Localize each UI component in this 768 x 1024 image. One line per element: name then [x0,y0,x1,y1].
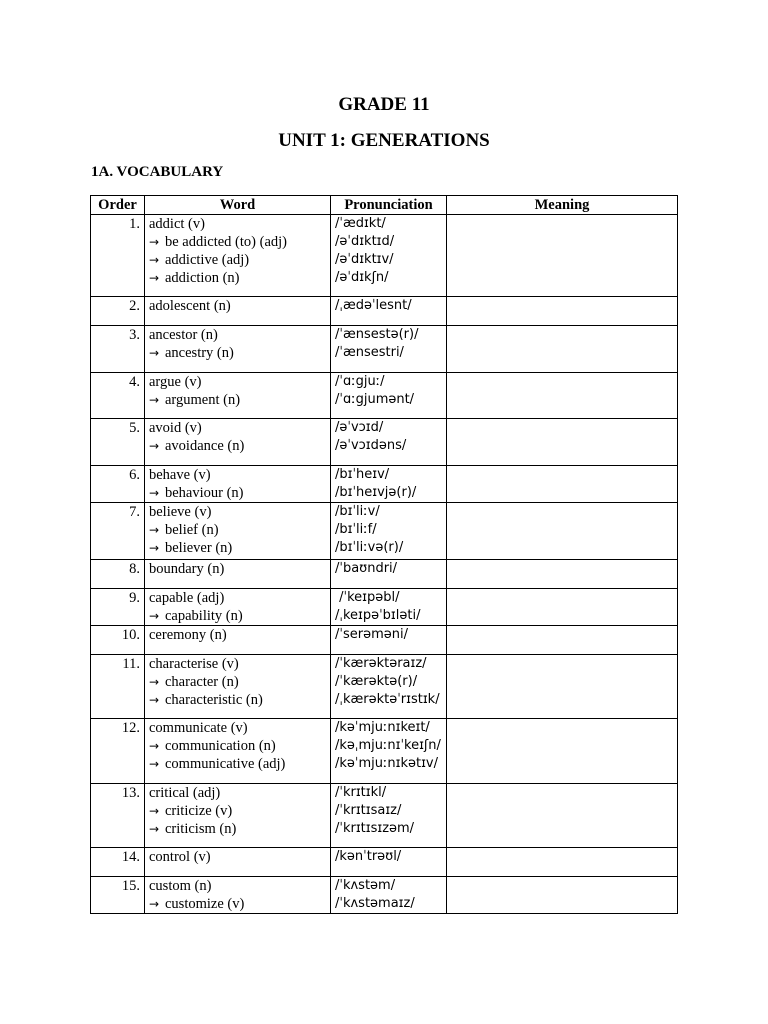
derived-word [149,251,326,269]
pronunciation-text: /bɪˈheɪvjə(r)/ [335,485,417,500]
arrow-right-icon: → [149,897,160,911]
order-cell: 2. [91,297,145,326]
derived-word [149,691,326,709]
word-text: adolescent (n) [149,298,231,314]
word-cell [145,626,331,655]
word-text: addict (v) [149,216,205,232]
column-header-pronunciation: Pronunciation [331,196,447,215]
order-cell: 7. [91,503,145,560]
pronunciation-text: /ˈkʌstəm/ [335,878,396,893]
derived-word [149,737,326,755]
word-text: communicative (adj) [165,756,286,772]
pronunciation-cell [331,784,447,848]
word-text: behaviour (n) [165,485,244,501]
pronunciation-text: /ˈkærəktə(r)/ [335,674,418,689]
pronunciation-text: /ˈkrɪtɪkl/ [335,785,387,800]
arrow-right-icon: → [149,439,160,453]
pronunciation-text: /ˈkrɪtɪsɪzəm/ [335,821,415,836]
pronunciation-cell [331,848,447,877]
pronunciation-text: /ˈænsestri/ [335,345,404,360]
word-text: avoid (v) [149,420,202,436]
pronunciation-cell [331,503,447,560]
pronunciation-text: /ˈænsestə(r)/ [335,327,419,342]
order-cell: 14. [91,848,145,877]
derived-word [149,802,326,820]
word-text: belief (n) [165,522,219,538]
table-row [91,297,678,326]
headword [149,466,326,484]
pronunciation-cell [331,215,447,297]
headword [149,326,326,344]
word-cell [145,560,331,589]
order-cell: 3. [91,326,145,373]
word-text: be addicted (to) (adj) [165,234,287,250]
meaning-cell[interactable] [447,655,678,719]
pronunciation-cell [331,373,447,419]
headword [149,373,326,391]
word-text: criticism (n) [165,821,237,837]
pronunciation-text: /ˈkeɪpəbl/ [335,590,400,605]
derived-word [149,269,326,287]
derived-word [149,673,326,691]
derived-word [149,437,326,455]
derived-word [149,233,326,251]
word-text: critical (adj) [149,785,221,801]
word-text: believe (v) [149,504,212,520]
arrow-right-icon: → [149,271,160,285]
word-cell [145,589,331,626]
table-row [91,373,678,419]
arrow-right-icon: → [149,739,160,753]
headword [149,784,326,802]
order-cell: 12. [91,719,145,784]
pronunciation-text: /bɪˈliːf/ [335,522,377,537]
word-cell [145,877,331,914]
document-title: GRADE 11 [338,94,430,115]
word-text: customize (v) [165,896,245,912]
word-text: character (n) [165,674,239,690]
word-cell [145,719,331,784]
headword [149,719,326,737]
pronunciation-text: /ˈkrɪtɪsaɪz/ [335,803,402,818]
headword [149,626,326,644]
table-row [91,655,678,719]
column-header-word: Word [145,196,331,215]
word-text: avoidance (n) [165,438,245,454]
word-text: argue (v) [149,374,202,390]
word-text: believer (n) [165,540,233,556]
derived-word [149,755,326,773]
word-text: capability (n) [165,608,243,624]
pronunciation-text: /bɪˈheɪv/ [335,467,390,482]
order-cell: 8. [91,560,145,589]
word-cell [145,419,331,466]
pronunciation-text: /ˈɑːgjumənt/ [335,392,415,407]
word-text: criticize (v) [165,803,233,819]
word-text: custom (n) [149,878,212,894]
headword [149,215,326,233]
pronunciation-text: /bɪˈliːv/ [335,504,380,519]
arrow-right-icon: → [149,253,160,267]
word-text: ancestry (n) [165,345,234,361]
pronunciation-text: /kəˌmjuːnɪˈkeɪʃn/ [335,738,441,753]
meaning-cell[interactable] [447,326,678,373]
headword [149,655,326,673]
table-row [91,719,678,784]
pronunciation-text: /ˈædɪkt/ [335,216,386,231]
pronunciation-text: /ˌædəˈlesnt/ [335,298,412,313]
unit-title: UNIT 1: GENERATIONS [278,130,490,151]
arrow-right-icon: → [149,393,160,407]
pronunciation-text: /əˈvɔɪd/ [335,420,384,435]
order-cell: 13. [91,784,145,848]
pronunciation-cell [331,655,447,719]
table-row [91,326,678,373]
arrow-right-icon: → [149,523,160,537]
pronunciation-text: /ˈserəməni/ [335,627,408,642]
derived-word [149,895,326,913]
headword [149,848,326,866]
column-header-order: Order [91,196,145,215]
word-cell [145,297,331,326]
arrow-right-icon: → [149,804,160,818]
table-body [91,215,678,914]
meaning-cell[interactable] [447,373,678,419]
word-text: control (v) [149,849,211,865]
meaning-cell[interactable] [447,419,678,466]
table-row [91,419,678,466]
word-text: addiction (n) [165,270,240,286]
word-text: communication (n) [165,738,276,754]
table-row [91,626,678,655]
pronunciation-cell [331,466,447,503]
pronunciation-text: /əˈdɪkʃn/ [335,270,389,285]
pronunciation-text: /bɪˈliːvə(r)/ [335,540,404,555]
pronunciation-cell [331,326,447,373]
derived-word [149,820,326,838]
pronunciation-cell [331,626,447,655]
word-text: characteristic (n) [165,692,263,708]
table-row [91,503,678,560]
pronunciation-cell [331,419,447,466]
word-cell [145,655,331,719]
table-row [91,560,678,589]
order-cell: 11. [91,655,145,719]
meaning-cell[interactable] [447,848,678,877]
derived-word [149,539,326,557]
order-cell: 4. [91,373,145,419]
word-cell [145,503,331,560]
word-cell [145,215,331,297]
pronunciation-text: /ˈɑːgjuː/ [335,374,385,389]
pronunciation-cell [331,589,447,626]
word-cell [145,848,331,877]
pronunciation-cell [331,560,447,589]
order-cell: 6. [91,466,145,503]
meaning-cell[interactable] [447,560,678,589]
column-header-meaning: Meaning [447,196,678,215]
headword [149,419,326,437]
meaning-cell[interactable] [447,877,678,914]
headword [149,297,326,315]
pronunciation-text: /ˈbaʊndri/ [335,561,398,576]
meaning-cell[interactable] [447,589,678,626]
word-cell [145,784,331,848]
pronunciation-text: /ˌkeɪpəˈbɪləti/ [335,608,421,623]
headword [149,589,326,607]
section-heading: 1A. VOCABULARY [91,164,224,180]
arrow-right-icon: → [149,757,160,771]
headword [149,560,326,578]
table-row [91,466,678,503]
word-text: behave (v) [149,467,211,483]
meaning-cell[interactable] [447,626,678,655]
table-row [91,877,678,914]
meaning-cell[interactable] [447,215,678,297]
table-row [91,848,678,877]
pronunciation-text: /ˌkærəktəˈrɪstɪk/ [335,692,440,707]
headword [149,877,326,895]
vocabulary-table [90,195,678,914]
word-text: argument (n) [165,392,241,408]
pronunciation-cell [331,719,447,784]
word-text: capable (adj) [149,590,225,606]
arrow-right-icon: → [149,693,160,707]
order-cell: 5. [91,419,145,466]
derived-word [149,607,326,625]
pronunciation-text: /ˈkærəktəraɪz/ [335,656,427,671]
order-cell: 9. [91,589,145,626]
table-row [91,589,678,626]
arrow-right-icon: → [149,235,160,249]
arrow-right-icon: → [149,822,160,836]
word-text: ancestor (n) [149,327,218,343]
order-cell: 15. [91,877,145,914]
pronunciation-text: /əˈvɔɪdəns/ [335,438,407,453]
pronunciation-text: /əˈdɪktɪv/ [335,252,394,267]
meaning-cell[interactable] [447,503,678,560]
order-cell: 10. [91,626,145,655]
pronunciation-text: /kəˈmjuːnɪkətɪv/ [335,756,438,771]
headword [149,503,326,521]
word-text: communicate (v) [149,720,248,736]
table-row [91,784,678,848]
pronunciation-cell [331,877,447,914]
pronunciation-text: /ˈkʌstəmaɪz/ [335,896,415,911]
arrow-right-icon: → [149,486,160,500]
pronunciation-text: /əˈdɪktɪd/ [335,234,395,249]
pronunciation-text: /kənˈtrəʊl/ [335,849,402,864]
word-text: boundary (n) [149,561,225,577]
word-text: characterise (v) [149,656,239,672]
arrow-right-icon: → [149,346,160,360]
arrow-right-icon: → [149,609,160,623]
word-text: ceremony (n) [149,627,227,643]
arrow-right-icon: → [149,541,160,555]
word-text: addictive (adj) [165,252,250,268]
word-cell [145,466,331,503]
meaning-cell[interactable] [447,297,678,326]
derived-word [149,484,326,502]
derived-word [149,344,326,362]
pronunciation-cell [331,297,447,326]
derived-word [149,391,326,409]
order-cell: 1. [91,215,145,297]
table-row [91,215,678,297]
word-cell [145,326,331,373]
word-cell [145,373,331,419]
table-header-row [91,196,678,215]
pronunciation-text: /kəˈmjuːnɪkeɪt/ [335,720,430,735]
meaning-cell[interactable] [447,784,678,848]
derived-word [149,521,326,539]
meaning-cell[interactable] [447,719,678,784]
meaning-cell[interactable] [447,466,678,503]
arrow-right-icon: → [149,675,160,689]
